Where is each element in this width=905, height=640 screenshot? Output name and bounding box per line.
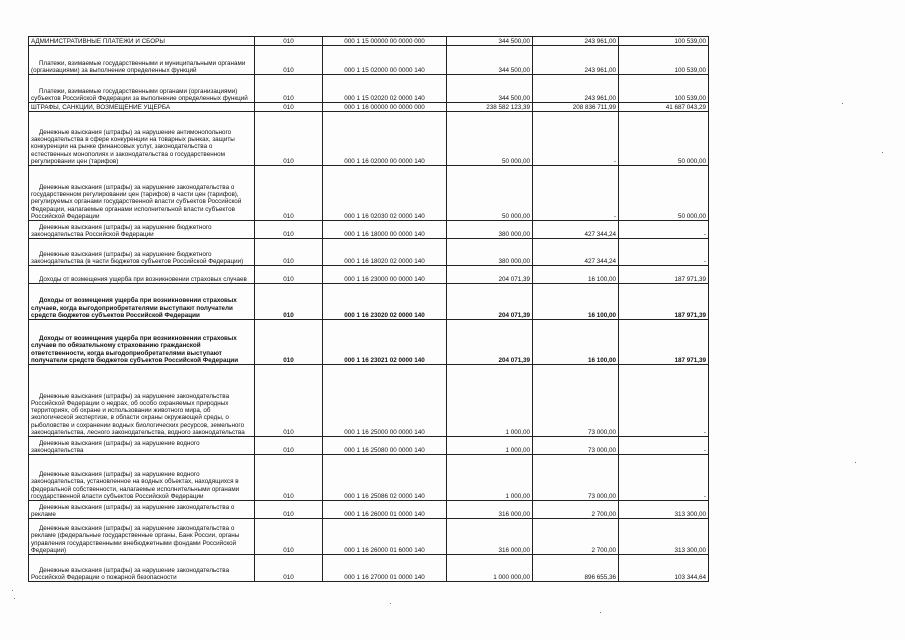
row-budget-code-cell: 000 1 16 02000 00 0000 140: [323, 112, 447, 166]
row-unexecuted-cell: 313 300,00: [619, 501, 709, 519]
row-unexecuted-cell: -: [619, 455, 709, 501]
row-approved-cell: 1 000,00: [447, 455, 533, 501]
row-executed-cell: 16 100,00: [533, 320, 619, 365]
row-approved-cell: 344 500,00: [447, 37, 533, 46]
row-executed-cell: 427 344,24: [533, 221, 619, 239]
row-approved-cell: 204 071,39: [447, 320, 533, 365]
table-row: [29, 284, 709, 320]
row-name-cell: [29, 239, 255, 266]
row-name-text: Денежные взыскания (штрафы) за нарушение бюджетного законодательства (в части бюджетов субъектов Российской Федерации): [31, 250, 244, 265]
scan-speck: [390, 603, 391, 604]
row-executed-cell: 243 961,00: [533, 46, 619, 75]
row-executed-cell: -: [533, 112, 619, 166]
row-line-code-cell: 010: [255, 46, 323, 75]
row-executed-cell: 208 836 711,99: [533, 103, 619, 112]
row-approved-cell: 1 000 000,00: [447, 555, 533, 582]
table-row: [29, 266, 709, 284]
row-name-text: Денежные взыскания (штрафы) за нарушение антимонопольного законодательства в сфере конкуренции на товарных рынках, защиты конкуренции на рынке финансовых услуг, законодательства о естественных монополиях и законодательства о государственном регулировании цен (тарифов): [31, 128, 235, 165]
row-name-text: Доходы от возмещения ущерба при возникновении страховых случаев, когда выгодоприобретателями выступают получатели средств бюджетов субъектов Российской Федерации: [31, 297, 237, 319]
row-approved-cell: 380 000,00: [447, 221, 533, 239]
row-line-code-cell: 010: [255, 112, 323, 166]
row-name-text: ШТРАФЫ, САНКЦИИ, ВОЗМЕЩЕНИЕ УЩЕРБА: [31, 103, 171, 111]
row-unexecuted-cell: 103 344,64: [619, 555, 709, 582]
table-row: [29, 103, 709, 112]
row-name-cell: [29, 112, 255, 166]
row-name-cell: [29, 221, 255, 239]
row-approved-cell: 344 500,00: [447, 46, 533, 75]
row-unexecuted-cell: 41 687 043,29: [619, 103, 709, 112]
table-row: [29, 555, 709, 582]
row-name-cell: [29, 555, 255, 582]
row-executed-cell: 243 961,00: [533, 75, 619, 103]
row-name-cell: [29, 519, 255, 555]
row-line-code-cell: 010: [255, 519, 323, 555]
row-name-cell: [29, 437, 255, 455]
row-line-code-cell: 010: [255, 320, 323, 365]
row-name-text: Денежные взыскания (штрафы) за нарушение законодательства Российской Федерации о недрах, об особо охраняемых природных территориях, об охране и использовании животного мира, об экологической экспертизе, в области охраны окружающей среды, о рыболовстве и сохранении водных биологических ресурсов, земельного законодательства, лесного законодательства, водного законодательства: [31, 392, 245, 436]
scan-speck: [842, 103, 843, 104]
row-approved-cell: 1 000,00: [447, 437, 533, 455]
row-name-text: Доходы от возмещения ущерба при возникновении страховых случаев по обязательному страхованию гражданской ответственности, когда выгодоприобретателями выступают получатели средств бюджетов субъектов Российской Федерации: [31, 335, 239, 364]
row-budget-code-cell: 000 1 16 25086 02 0000 140: [323, 455, 447, 501]
row-unexecuted-cell: 187 971,39: [619, 266, 709, 284]
row-unexecuted-cell: 187 971,39: [619, 320, 709, 365]
row-approved-cell: 238 582 123,39: [447, 103, 533, 112]
row-unexecuted-cell: -: [619, 221, 709, 239]
table-row: [29, 112, 709, 166]
row-unexecuted-cell: -: [619, 437, 709, 455]
row-name-text: Платежи, взимаемые государственными органами (организациями) субъектов Российской Федерации за выполнение определенных функций: [31, 87, 248, 102]
scan-speck: [12, 590, 13, 591]
row-line-code-cell: 010: [255, 75, 323, 103]
table-row: [29, 365, 709, 437]
row-name-cell: [29, 37, 255, 46]
row-line-code-cell: 010: [255, 239, 323, 266]
row-name-cell: [29, 103, 255, 112]
row-line-code-cell: 010: [255, 284, 323, 320]
row-budget-code-cell: 000 1 15 02020 02 0000 140: [323, 75, 447, 103]
row-name-text: Денежные взыскания (штрафы) за нарушение законодательства о государственном регулировании цен (тарифов) в части цен (тарифов), регулируемых органами государственной власти субъектов Российской Федерации, налагаемые органами исполнительной власти субъектов Российской Федерации: [31, 183, 242, 220]
row-approved-cell: 204 071,39: [447, 284, 533, 320]
row-name-cell: [29, 501, 255, 519]
row-name-cell: [29, 75, 255, 103]
table-row: [29, 46, 709, 75]
row-line-code-cell: 010: [255, 166, 323, 221]
row-name-cell: [29, 455, 255, 501]
row-approved-cell: 204 071,39: [447, 266, 533, 284]
row-name-cell: [29, 266, 255, 284]
table-row: [29, 501, 709, 519]
table-row: [29, 166, 709, 221]
row-unexecuted-cell: 50 000,00: [619, 166, 709, 221]
row-line-code-cell: 010: [255, 455, 323, 501]
row-name-text: Платежи, взимаемые государственными и муниципальными органами (организациями) за выполнение определенных функций: [31, 59, 246, 74]
row-executed-cell: 73 000,00: [533, 437, 619, 455]
row-budget-code-cell: 000 1 16 02030 02 0000 140: [323, 166, 447, 221]
table-row: [29, 239, 709, 266]
row-executed-cell: 427 344,24: [533, 239, 619, 266]
row-line-code-cell: 010: [255, 221, 323, 239]
row-unexecuted-cell: 100 539,00: [619, 37, 709, 46]
scan-speck: [14, 598, 15, 599]
row-executed-cell: 16 100,00: [533, 266, 619, 284]
row-name-text: Денежные взыскания (штрафы) за нарушение законодательства о рекламе (федеральные государственные органы, Банк России, органы управления государственными внебюджетными фондами Российской Федерации): [31, 525, 240, 554]
row-name-text: Денежные взыскания (штрафы) за нарушение бюджетного законодательства Российской Федерации: [31, 223, 212, 238]
scan-speck: [600, 612, 601, 613]
revenue-execution-table: [28, 36, 709, 582]
table-row: [29, 221, 709, 239]
row-executed-cell: 73 000,00: [533, 365, 619, 437]
row-approved-cell: 316 000,00: [447, 501, 533, 519]
table-row: [29, 75, 709, 103]
row-approved-cell: 380 000,00: [447, 239, 533, 266]
row-approved-cell: 1 000,00: [447, 365, 533, 437]
table-row: [29, 437, 709, 455]
row-name-text: АДМИНИСТРАТИВНЫЕ ПЛАТЕЖИ И СБОРЫ: [31, 37, 165, 45]
row-budget-code-cell: 000 1 16 18000 00 0000 140: [323, 221, 447, 239]
row-unexecuted-cell: 187 971,39: [619, 284, 709, 320]
row-executed-cell: 243 961,00: [533, 37, 619, 46]
table-row: [29, 455, 709, 501]
row-executed-cell: 2 700,00: [533, 519, 619, 555]
row-budget-code-cell: 000 1 16 25080 00 0000 140: [323, 437, 447, 455]
row-approved-cell: 344 500,00: [447, 75, 533, 103]
row-budget-code-cell: 000 1 16 27000 01 0000 140: [323, 555, 447, 582]
row-budget-code-cell: 000 1 15 02000 00 0000 140: [323, 46, 447, 75]
row-line-code-cell: 010: [255, 103, 323, 112]
scan-speck: [855, 462, 856, 463]
row-name-cell: [29, 365, 255, 437]
row-line-code-cell: 010: [255, 437, 323, 455]
row-line-code-cell: 010: [255, 37, 323, 46]
row-budget-code-cell: 000 1 15 00000 00 0000 000: [323, 37, 447, 46]
row-executed-cell: 2 700,00: [533, 501, 619, 519]
table-row: [29, 37, 709, 46]
scan-speck: [882, 152, 883, 153]
row-line-code-cell: 010: [255, 555, 323, 582]
table-body: [29, 37, 709, 582]
row-budget-code-cell: 000 1 16 23021 02 0000 140: [323, 320, 447, 365]
row-line-code-cell: 010: [255, 365, 323, 437]
row-name-text: Денежные взыскания (штрафы) за нарушение водного законодательства, установленное на водных объектах, находящихся в федеральной собственности, налагаемые исполнительными органами государственной власти субъектов Российской Федерации: [31, 471, 240, 500]
row-unexecuted-cell: 313 300,00: [619, 519, 709, 555]
row-name-text: Денежные взыскания (штрафы) за нарушение законодательства Российской Федерации о пожарной безопасности: [31, 566, 230, 581]
row-name-cell: [29, 320, 255, 365]
row-budget-code-cell: 000 1 16 26000 01 0000 140: [323, 501, 447, 519]
row-unexecuted-cell: 100 539,00: [619, 46, 709, 75]
table-row: [29, 320, 709, 365]
row-line-code-cell: 010: [255, 266, 323, 284]
table-row: [29, 519, 709, 555]
row-unexecuted-cell: 50 000,00: [619, 112, 709, 166]
row-approved-cell: 316 000,00: [447, 519, 533, 555]
row-executed-cell: 16 100,00: [533, 284, 619, 320]
row-budget-code-cell: 000 1 16 26000 01 6000 140: [323, 519, 447, 555]
row-line-code-cell: 010: [255, 501, 323, 519]
row-budget-code-cell: 000 1 16 25000 00 0000 140: [323, 365, 447, 437]
row-name-text: Доходы от возмещения ущерба при возникновении страховых случаев: [39, 275, 247, 283]
row-name-text: Денежные взыскания (штрафы) за нарушение законодательства о рекламе: [31, 503, 235, 518]
row-executed-cell: 896 655,36: [533, 555, 619, 582]
row-name-text: Денежные взыскания (штрафы) за нарушение водного законодательства: [31, 439, 200, 454]
row-budget-code-cell: 000 1 16 00000 00 0000 000: [323, 103, 447, 112]
row-unexecuted-cell: -: [619, 365, 709, 437]
row-approved-cell: 50 000,00: [447, 112, 533, 166]
row-budget-code-cell: 000 1 16 18020 02 0000 140: [323, 239, 447, 266]
row-executed-cell: -: [533, 166, 619, 221]
row-budget-code-cell: 000 1 16 23000 00 0000 140: [323, 266, 447, 284]
row-name-cell: [29, 284, 255, 320]
row-unexecuted-cell: 100 539,00: [619, 75, 709, 103]
row-budget-code-cell: 000 1 16 23020 02 0000 140: [323, 284, 447, 320]
row-executed-cell: 73 000,00: [533, 455, 619, 501]
row-approved-cell: 50 000,00: [447, 166, 533, 221]
row-name-cell: [29, 166, 255, 221]
row-unexecuted-cell: -: [619, 239, 709, 266]
row-name-cell: [29, 46, 255, 75]
